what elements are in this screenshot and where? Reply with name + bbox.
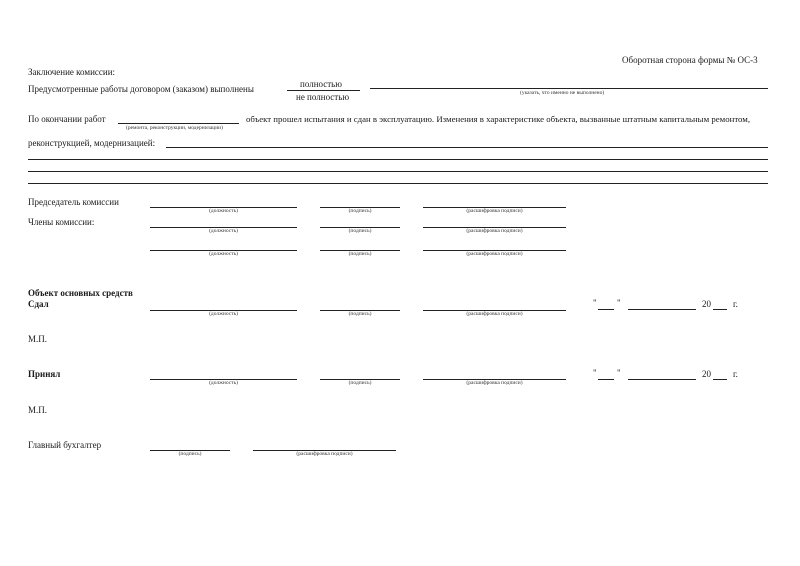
signature-caption: (подпись) [348,251,372,257]
seal-label: М.П. [28,334,48,344]
date-quote-close: " [617,368,621,378]
year-prefix: 20 [702,299,711,309]
signature-caption: (подпись) [348,311,372,317]
not-done-caption: (указать, что именно не выполнено) [520,90,605,96]
not-done-field[interactable] [370,88,768,89]
date-quote-close: " [617,298,621,308]
option-partial: не полностью [296,92,350,102]
year-prefix: 20 [702,369,711,379]
modernization-label: реконструкцией, модернизацией: [28,138,156,148]
accepted-month-field[interactable] [628,379,696,380]
handed-year-field[interactable] [713,309,727,310]
chairman-label: Председатель комиссии [28,197,119,207]
decoding-caption: (расшифровка подписи) [466,228,523,234]
accepted-day-field[interactable] [598,379,614,380]
year-suffix: г. [733,369,738,379]
works-label: Предусмотренные работы договором (заказом) выполнены [28,84,254,94]
signature-caption: (подпись) [348,228,372,234]
position-caption: (должность) [209,228,238,234]
accepted-year-field[interactable] [713,379,727,380]
signature-caption: (подпись) [348,380,372,386]
position-caption: (должность) [209,251,238,257]
decoding-caption: (расшифровка подписи) [296,451,353,457]
option-divider [287,90,360,91]
handed-month-field[interactable] [628,309,696,310]
handed-over-label: Сдал [28,299,49,309]
year-suffix: г. [733,299,738,309]
fixed-asset-label: Объект основных средств [28,288,133,298]
handed-day-field[interactable] [598,309,614,310]
work-type-caption: (ремонта, реконструкции, модернизации) [126,125,223,131]
position-caption: (должность) [209,208,238,214]
changes-field-line-1[interactable] [166,147,768,148]
upon-completion-label: По окончании работ [28,114,106,124]
signature-caption: (подпись) [178,451,202,457]
decoding-caption: (расшифровка подписи) [466,208,523,214]
form-side-title: Оборотная сторона формы № ОС-3 [622,55,758,65]
decoding-caption: (расшифровка подписи) [466,251,523,257]
decoding-caption: (расшифровка подписи) [466,311,523,317]
work-type-field[interactable] [118,123,239,124]
changes-field-line-3[interactable] [28,171,768,172]
decoding-caption: (расшифровка подписи) [466,380,523,386]
changes-field-line-4[interactable] [28,183,768,184]
accepted-label: Принял [28,369,61,379]
signature-caption: (подпись) [348,208,372,214]
date-quote-open: " [593,368,597,378]
option-full: полностью [300,79,342,89]
date-quote-open: " [593,298,597,308]
position-caption: (должность) [209,311,238,317]
tested-text: объект прошел испытания и сдан в эксплуатацию. Изменения в характеристике объекта, вызванные штатным капитальным ремонтом, [246,114,751,124]
position-caption: (должность) [209,380,238,386]
chief-accountant-label: Главный бухгалтер [28,440,102,450]
seal-label: М.П. [28,405,48,415]
changes-field-line-2[interactable] [28,159,768,160]
conclusion-label: Заключение комиссии: [28,67,116,77]
members-label: Члены комиссии: [28,217,95,227]
